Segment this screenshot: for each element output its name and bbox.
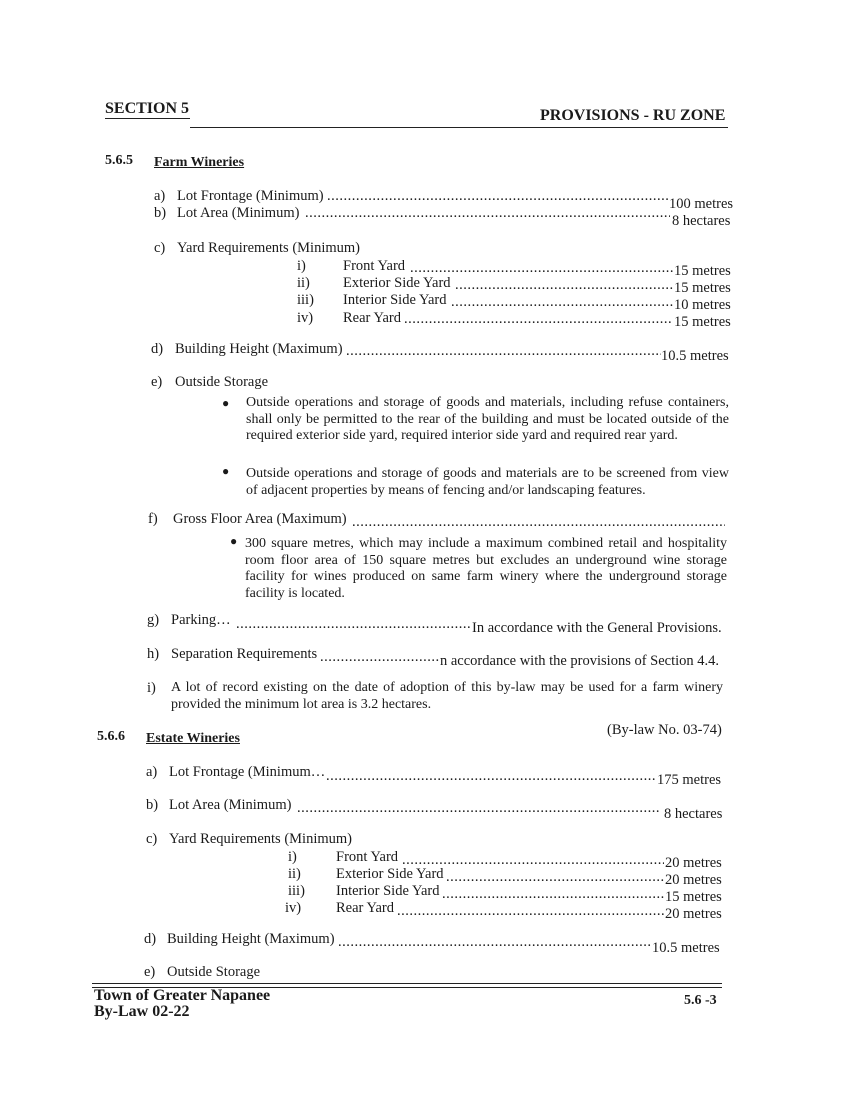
item-label: e) — [144, 964, 156, 980]
yard-label: Interior Side Yard — [343, 292, 447, 308]
yard-number: ii) — [288, 866, 301, 882]
yard-number: ii) — [297, 275, 310, 291]
item-label: b) — [154, 205, 167, 221]
yard-number: i) — [297, 258, 306, 274]
parking-value: In accordance with the General Provisions. — [472, 620, 722, 636]
header-underline-left — [105, 118, 190, 119]
yard-label: Exterior Side Yard — [336, 866, 444, 882]
yard-label: Front Yard — [336, 849, 399, 865]
gross-floor-area-bullet: 300 square metres, which may include a maximum combined retail and hospitality room floor area of 150 square metres but excludes an underground wine storage facility for wines produced on same farm winery where the underground storage facility is located. — [245, 536, 727, 601]
section-number-565: 5.6.5 — [105, 153, 133, 168]
item-label: e) — [151, 374, 163, 390]
yard-requirements-label: Yard Requirements (Minimum) — [177, 240, 360, 256]
estate-lot-area-value: 8 hectares — [664, 806, 723, 822]
gross-floor-area-label: Gross Floor Area (Maximum) — [173, 511, 347, 527]
estate-lot-frontage-value: 175 metres — [657, 772, 722, 788]
yard-number: iv) — [297, 310, 314, 326]
header-rule — [190, 127, 728, 128]
page-number: 5.6 -3 — [684, 993, 717, 1008]
leader-dots — [236, 616, 471, 633]
leader-dots — [297, 800, 661, 817]
item-label: c) — [154, 240, 166, 256]
separation-requirements-value: n accordance with the provisions of Section 4.4. — [440, 653, 720, 669]
yard-label: Exterior Side Yard — [343, 275, 451, 291]
yard-label: Rear Yard — [343, 310, 401, 326]
item-label: b) — [146, 797, 159, 813]
yard-number: iv) — [285, 900, 302, 916]
lot-area-label: Lot Area (Minimum) — [177, 205, 300, 221]
leader-dots — [320, 649, 440, 666]
leader-dots — [404, 311, 673, 328]
yard-value: 15 metres — [674, 263, 731, 279]
yard-value: 20 metres — [665, 872, 722, 888]
leader-dots — [326, 768, 656, 785]
yard-number: iii) — [288, 883, 305, 899]
leader-dots — [338, 934, 651, 951]
yard-label: Rear Yard — [336, 900, 394, 916]
section-heading-estate-wineries: Estate Wineries — [146, 731, 240, 746]
item-label: a) — [146, 764, 158, 780]
lot-area-value: 8 hectares — [672, 213, 731, 229]
leader-dots — [305, 205, 670, 222]
outside-storage-label: Outside Storage — [175, 374, 269, 390]
yard-label: Interior Side Yard — [336, 883, 440, 899]
lot-frontage-label: Lot Frontage (Minimum) — [177, 188, 324, 204]
leader-dots — [346, 343, 661, 360]
estate-building-height-label: Building Height (Maximum) — [167, 931, 335, 947]
item-label: h) — [147, 646, 160, 662]
bullet-icon: ● — [222, 464, 230, 478]
yard-value: 10 metres — [674, 297, 731, 313]
parking-label: Parking… — [171, 612, 231, 628]
yard-number: i) — [288, 849, 297, 865]
leader-dots — [442, 886, 664, 903]
item-label: f) — [148, 511, 158, 527]
bullet-icon: ● — [222, 396, 230, 410]
yard-number: iii) — [297, 292, 314, 308]
item-label: d) — [144, 931, 157, 947]
leader-dots — [455, 277, 673, 294]
item-label: g) — [147, 612, 160, 628]
item-label: d) — [151, 341, 164, 357]
leader-dots — [327, 188, 669, 205]
section-label: SECTION 5 — [105, 100, 190, 117]
building-height-value: 10.5 metres — [661, 348, 729, 364]
bylaw-note: (By-law No. 03-74) — [607, 722, 722, 738]
yard-value: 15 metres — [674, 280, 731, 296]
bullet-icon: ● — [230, 534, 238, 548]
estate-lot-frontage-label: Lot Frontage (Minimum… — [169, 764, 326, 780]
yard-value: 15 metres — [674, 314, 731, 330]
footer-town: Town of Greater Napanee — [94, 987, 271, 1004]
estate-lot-area-label: Lot Area (Minimum) — [169, 797, 292, 813]
separation-requirements-label: Separation Requirements — [171, 646, 318, 662]
estate-outside-storage-label: Outside Storage — [167, 964, 261, 980]
leader-dots — [352, 514, 725, 531]
section-heading-farm-wineries: Farm Wineries — [154, 155, 245, 170]
footer-rule — [92, 983, 722, 984]
outside-storage-bullet-1: Outside operations and storage of goods and materials, including refuse containers, shall only be permitted to the rear of the building and must be located outside of the required exterior side yard, required interior side yard and required rear yard. — [246, 395, 729, 444]
lot-of-record-text: A lot of record existing on the date of adoption of this by-law may be used for a farm winery provided the minimum lot area is 3.2 hectares. — [171, 680, 723, 712]
item-label: a) — [154, 188, 166, 204]
lot-frontage-value: 100 metres — [669, 196, 734, 212]
footer-bylaw: By-Law 02-22 — [94, 1003, 190, 1020]
item-label: c) — [146, 831, 158, 847]
leader-dots — [451, 294, 673, 311]
yard-label: Front Yard — [343, 258, 406, 274]
estate-building-height-value: 10.5 metres — [652, 940, 720, 956]
estate-yard-requirements-label: Yard Requirements (Minimum) — [169, 831, 352, 847]
building-height-label: Building Height (Maximum) — [175, 341, 343, 357]
yard-value: 20 metres — [665, 906, 722, 922]
leader-dots — [397, 903, 664, 920]
header-title: PROVISIONS - RU ZONE — [540, 107, 726, 124]
leader-dots — [446, 869, 664, 886]
section-number-566: 5.6.6 — [97, 729, 125, 744]
outside-storage-bullet-2: Outside operations and storage of goods and materials are to be screened from view of adjacent properties by means of fencing and/or landscaping features. — [246, 466, 729, 498]
item-label: i) — [147, 680, 156, 696]
yard-value: 20 metres — [665, 855, 722, 871]
yard-value: 15 metres — [665, 889, 722, 905]
